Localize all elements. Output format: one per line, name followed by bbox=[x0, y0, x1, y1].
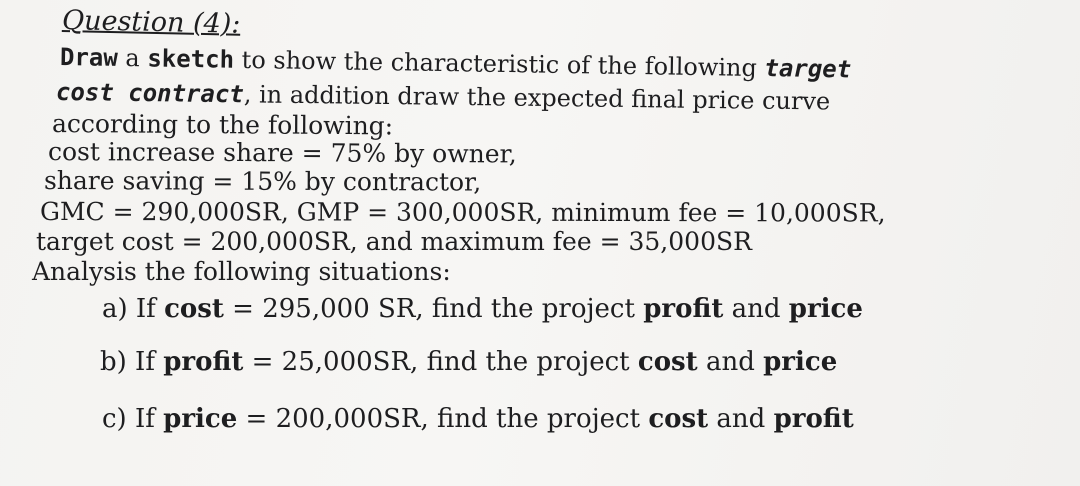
question-line-5: share saving = 15% by contractor, bbox=[43, 166, 482, 197]
text-a: a bbox=[117, 43, 148, 73]
item-c-and: and bbox=[708, 404, 774, 434]
text-final-price-curve: , in addition draw the expected final price curve bbox=[243, 80, 831, 116]
item-c-prefix: c) If bbox=[102, 404, 164, 434]
item-c-keyword-cost: cost bbox=[648, 404, 709, 434]
text-sketch: sketch bbox=[147, 44, 235, 74]
question-line-7: target cost = 200,000SR, and maximum fee = 35,000SR bbox=[36, 227, 752, 256]
item-a-prefix: a) If bbox=[102, 294, 165, 324]
text-target: target bbox=[764, 54, 852, 84]
question-line-8: Analysis the following situations: bbox=[32, 257, 451, 286]
item-c bbox=[102, 404, 854, 434]
item-b-body: = 25,000SR, find the project bbox=[243, 347, 638, 377]
item-b-and: and bbox=[697, 347, 764, 377]
item-a-body: = 295,000 SR, find the project bbox=[223, 294, 644, 324]
item-a bbox=[102, 294, 863, 324]
item-b-prefix: b) If bbox=[100, 347, 164, 377]
item-b bbox=[100, 347, 837, 377]
item-c-keyword-price: price bbox=[163, 404, 238, 434]
item-c-body: = 200,000SR, find the project bbox=[237, 404, 649, 434]
item-b-keyword-price: price bbox=[763, 347, 838, 377]
question-line-6: GMC = 290,000SR, GMP = 300,000SR, minimum fee = 10,000SR, bbox=[39, 197, 886, 228]
text-draw: Draw bbox=[59, 43, 119, 72]
item-a-keyword-profit: profit bbox=[643, 294, 724, 324]
question-line-3: according to the following: bbox=[51, 109, 394, 141]
item-a-and: and bbox=[723, 294, 789, 324]
item-a-keyword-cost: cost bbox=[164, 294, 224, 324]
item-a-keyword-price: price bbox=[788, 294, 863, 324]
text-cost-contract: cost contract bbox=[55, 78, 245, 109]
item-c-keyword-profit: profit bbox=[773, 404, 854, 434]
question-title: Question (4): bbox=[61, 5, 241, 40]
item-b-keyword-profit: profit bbox=[163, 347, 244, 377]
question-line-4: cost increase share = 75% by owner, bbox=[47, 137, 517, 169]
item-b-keyword-cost: cost bbox=[637, 347, 698, 377]
text-show-characteristic: to show the characteristic of the following bbox=[233, 45, 765, 83]
